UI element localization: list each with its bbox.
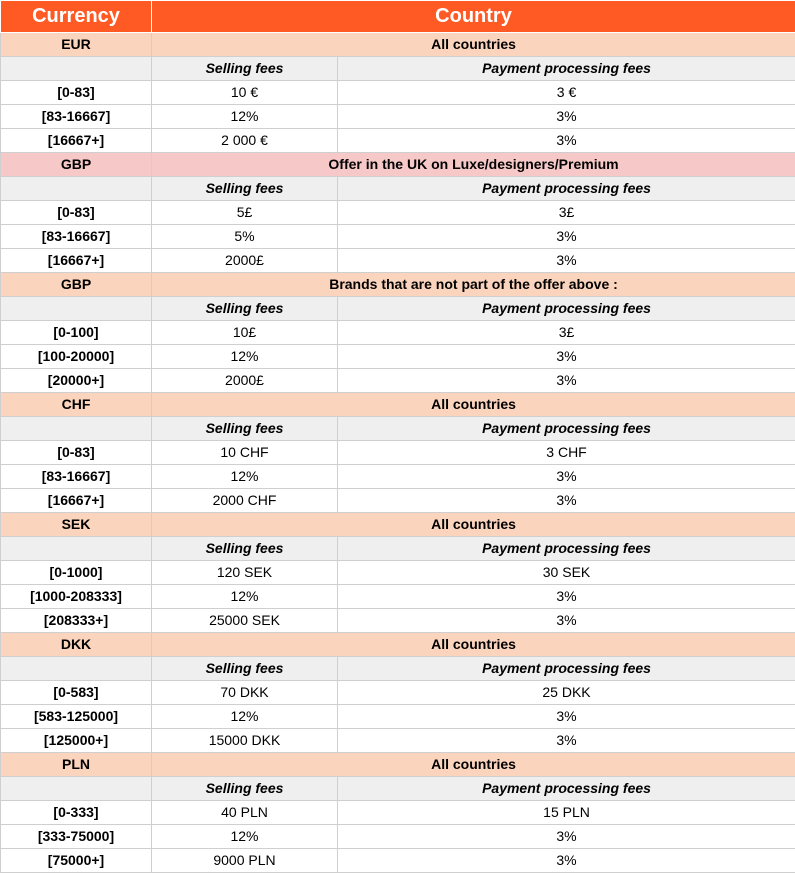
price-range: [125000+] — [1, 729, 152, 753]
table-row — [1, 609, 795, 633]
table-row — [1, 105, 795, 129]
price-range: [0-583] — [1, 681, 152, 705]
selling-fee-value: 5£ — [152, 201, 338, 225]
empty-cell — [1, 777, 152, 801]
currency-code: SEK — [1, 513, 152, 537]
currency-code: PLN — [1, 753, 152, 777]
payment-fee-value: 30 SEK — [338, 561, 795, 585]
price-range: [83-16667] — [1, 105, 152, 129]
payment-fee-value: 3% — [338, 105, 795, 129]
selling-fee-value: 12% — [152, 345, 338, 369]
price-range: [0-83] — [1, 81, 152, 105]
price-range: [83-16667] — [1, 465, 152, 489]
table-row — [1, 369, 795, 393]
table-header-row — [1, 1, 795, 33]
selling-fee-value: 12% — [152, 105, 338, 129]
selling-fees-label: Selling fees — [152, 657, 338, 681]
empty-cell — [1, 177, 152, 201]
price-range: [0-333] — [1, 801, 152, 825]
table-row — [1, 729, 795, 753]
price-range: [0-1000] — [1, 561, 152, 585]
table-row — [1, 249, 795, 273]
price-range: [83-16667] — [1, 225, 152, 249]
fees-subheader-row — [1, 57, 795, 81]
fees-table-body — [1, 33, 795, 873]
section-header-row — [1, 393, 795, 417]
section-title: All countries — [152, 633, 795, 657]
selling-fees-label: Selling fees — [152, 57, 338, 81]
selling-fee-value: 12% — [152, 705, 338, 729]
table-row — [1, 585, 795, 609]
empty-cell — [1, 57, 152, 81]
section-header-row — [1, 153, 795, 177]
selling-fee-value: 10 CHF — [152, 441, 338, 465]
selling-fee-value: 120 SEK — [152, 561, 338, 585]
selling-fees-label: Selling fees — [152, 417, 338, 441]
payment-fee-value: 3 CHF — [338, 441, 795, 465]
table-row — [1, 801, 795, 825]
table-row — [1, 681, 795, 705]
payment-fee-value: 3 € — [338, 81, 795, 105]
currency-code: DKK — [1, 633, 152, 657]
selling-fee-value: 2 000 € — [152, 129, 338, 153]
section-title: All countries — [152, 753, 795, 777]
selling-fee-value: 2000£ — [152, 369, 338, 393]
table-row — [1, 705, 795, 729]
selling-fee-value: 70 DKK — [152, 681, 338, 705]
price-range: [16667+] — [1, 129, 152, 153]
empty-cell — [1, 537, 152, 561]
table-row — [1, 321, 795, 345]
section-header-row — [1, 513, 795, 537]
selling-fee-value: 12% — [152, 465, 338, 489]
payment-fee-value: 3% — [338, 489, 795, 513]
selling-fee-value: 10£ — [152, 321, 338, 345]
payment-fees-label: Payment processing fees — [338, 177, 795, 201]
price-range: [16667+] — [1, 249, 152, 273]
selling-fee-value: 25000 SEK — [152, 609, 338, 633]
table-row — [1, 489, 795, 513]
table-row — [1, 129, 795, 153]
selling-fees-label: Selling fees — [152, 777, 338, 801]
payment-fee-value: 3£ — [338, 321, 795, 345]
price-range: [0-100] — [1, 321, 152, 345]
table-row — [1, 201, 795, 225]
selling-fee-value: 15000 DKK — [152, 729, 338, 753]
price-range: [1000-208333] — [1, 585, 152, 609]
currency-code: GBP — [1, 273, 152, 297]
payment-fee-value: 3% — [338, 465, 795, 489]
fees-subheader-row — [1, 657, 795, 681]
section-header-row — [1, 273, 795, 297]
table-row — [1, 81, 795, 105]
payment-fee-value: 25 DKK — [338, 681, 795, 705]
currency-column-header: Currency — [1, 1, 152, 33]
payment-fees-label: Payment processing fees — [338, 417, 795, 441]
fees-subheader-row — [1, 417, 795, 441]
currency-code: EUR — [1, 33, 152, 57]
table-row — [1, 561, 795, 585]
payment-fee-value: 3% — [338, 345, 795, 369]
selling-fees-label: Selling fees — [152, 177, 338, 201]
payment-fee-value: 3% — [338, 249, 795, 273]
table-row — [1, 849, 795, 873]
price-range: [20000+] — [1, 369, 152, 393]
table-row — [1, 465, 795, 489]
table-row — [1, 345, 795, 369]
section-title: All countries — [152, 393, 795, 417]
selling-fees-label: Selling fees — [152, 297, 338, 321]
empty-cell — [1, 657, 152, 681]
price-range: [333-75000] — [1, 825, 152, 849]
selling-fee-value: 12% — [152, 585, 338, 609]
table-row — [1, 441, 795, 465]
payment-fees-label: Payment processing fees — [338, 537, 795, 561]
country-column-header: Country — [152, 1, 795, 33]
selling-fee-value: 2000 CHF — [152, 489, 338, 513]
payment-fee-value: 3% — [338, 729, 795, 753]
section-header-row — [1, 33, 795, 57]
section-title: All countries — [152, 33, 795, 57]
payment-fees-label: Payment processing fees — [338, 657, 795, 681]
empty-cell — [1, 297, 152, 321]
payment-fee-value: 3% — [338, 705, 795, 729]
selling-fee-value: 5% — [152, 225, 338, 249]
fees-subheader-row — [1, 537, 795, 561]
payment-fee-value: 3% — [338, 849, 795, 873]
section-title: Brands that are not part of the offer above : — [152, 273, 795, 297]
price-range: [0-83] — [1, 441, 152, 465]
payment-fee-value: 3% — [338, 225, 795, 249]
selling-fee-value: 40 PLN — [152, 801, 338, 825]
section-title: All countries — [152, 513, 795, 537]
payment-fee-value: 3% — [338, 129, 795, 153]
price-range: [583-125000] — [1, 705, 152, 729]
selling-fee-value: 2000£ — [152, 249, 338, 273]
payment-fee-value: 3% — [338, 369, 795, 393]
selling-fee-value: 10 € — [152, 81, 338, 105]
currency-code: CHF — [1, 393, 152, 417]
payment-fee-value: 3% — [338, 585, 795, 609]
payment-fees-label: Payment processing fees — [338, 777, 795, 801]
payment-fees-label: Payment processing fees — [338, 57, 795, 81]
selling-fee-value: 9000 PLN — [152, 849, 338, 873]
table-row — [1, 825, 795, 849]
price-range: [208333+] — [1, 609, 152, 633]
price-range: [16667+] — [1, 489, 152, 513]
section-header-row — [1, 753, 795, 777]
payment-fee-value: 15 PLN — [338, 801, 795, 825]
section-title: Offer in the UK on Luxe/designers/Premium — [152, 153, 795, 177]
selling-fees-label: Selling fees — [152, 537, 338, 561]
fees-subheader-row — [1, 297, 795, 321]
table-row — [1, 225, 795, 249]
payment-fees-label: Payment processing fees — [338, 297, 795, 321]
price-range: [100-20000] — [1, 345, 152, 369]
payment-fee-value: 3£ — [338, 201, 795, 225]
empty-cell — [1, 417, 152, 441]
payment-fee-value: 3% — [338, 609, 795, 633]
currency-code: GBP — [1, 153, 152, 177]
price-range: [75000+] — [1, 849, 152, 873]
price-range: [0-83] — [1, 201, 152, 225]
selling-fee-value: 12% — [152, 825, 338, 849]
fees-subheader-row — [1, 177, 795, 201]
section-header-row — [1, 633, 795, 657]
fees-subheader-row — [1, 777, 795, 801]
payment-fee-value: 3% — [338, 825, 795, 849]
